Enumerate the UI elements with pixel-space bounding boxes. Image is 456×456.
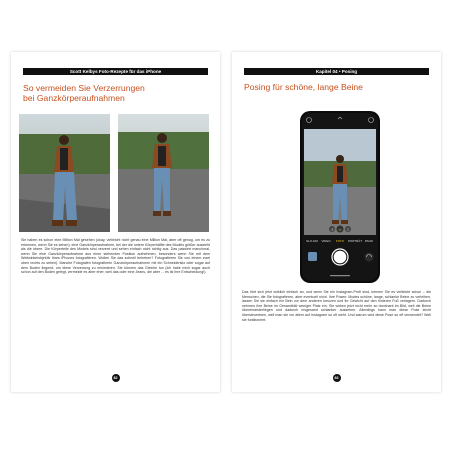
switch-camera-icon — [365, 253, 374, 262]
mode-video: VIDEO — [321, 239, 331, 243]
mode-slomo: SLO-MO — [306, 239, 318, 243]
right-header-bar: Kapitel 04 • Posing — [244, 68, 429, 75]
mode-foto: FOTO — [335, 239, 345, 243]
right-body-text: Das hört sich jetzt wirklich einfach an, und wenn Sie ein Instagram-Profi sind, kennen Sie es vielleicht schon – die Menschen, die Sie fotografieren, aber eventuell nicht. Ihre Posen: Modes schöne, lange, schlanke Beine zu verleihen, lassen Sie sie einfach ein Bein vor dem anderen kreuzen und ihr Gewicht auf den hinteren Fuß verlagern. Dadurch nehmen ihre Beine im Gesamtbild weniger Platz ein. Sie wirken jetzt nicht mehr so dominant im Bild, weil die Beine übereinanderliegen und dadurch insgesamt schlanker aussehen. Allerdings kann man diese Pose leicht übersteuertsen, weil man sie vor allem auf Instagram so oft sieht. Und warum wird diese Pose so oft verwendet? Weil sie funktioniert. — [242, 290, 431, 322]
mode-portrait: PORTRÄT — [347, 239, 363, 243]
left-title-line1: So vermeiden Sie Verzerrungen — [23, 83, 145, 93]
left-page-number: 82 — [113, 376, 118, 380]
left-header-bar: Scott Kelbys Foto-Rezepte für das iPhone — [23, 68, 208, 75]
zoom-level-2: 2 — [347, 227, 349, 232]
zoom-level-0: .5 — [330, 227, 334, 232]
right-page-number: 83 — [334, 376, 339, 380]
photo-distorted — [19, 114, 110, 232]
left-body-text: Sie haben es schon eine Million Mal gesehen (okay, vielleicht nicht genau eine Million Mal, aber oft genug, um es zu erkennen, wenn Sie es sehen): eine Ganzkörperaufnahme, bei der die untere Körperhälfte des Models größer aussieht als die obere. Die Körperteile des Models sind verzerrt und sehen einfach nicht richtig aus. Das passiert manchmal, wenn Sie eine Ganzkörperaufnahme aus einer stehenden Position aufnehmen, besonders wenn Sie mit dem Weitwinkelobjektiv Ihres iPhones fotografieren. Wollen Sie das schnell beheben? Fotografieren Sie von einem zwei oben rechts zu sehen). Manche Fotografen fotografieren Ganzkörperaufnahmen mit ein Schneidersitz oder sogar auf dem Boden liegend, um diese Verzerrung zu minimieren. Sie können das Gleiche tun (ich habe mich sogar auch schon auf den Boden gelegt, vermeide es aber eher, weil das oder eine Jeans, die aber ... es ist ihre Entscheidung!). — [21, 238, 210, 275]
left-title-line2: bei Ganzkörperaufnahmen — [23, 93, 125, 103]
zoom-level-1: 1x — [338, 227, 342, 232]
thumbnail-preview — [308, 252, 317, 261]
iphone-camera-screenshot — [300, 111, 380, 283]
left-page — [11, 52, 220, 392]
mode-pano: PANO — [364, 239, 374, 243]
right-page-title: Posing für schöne, lange Beine — [244, 82, 363, 92]
right-page — [232, 52, 441, 392]
left-page-title — [23, 83, 208, 103]
photo-corrected — [118, 114, 209, 232]
